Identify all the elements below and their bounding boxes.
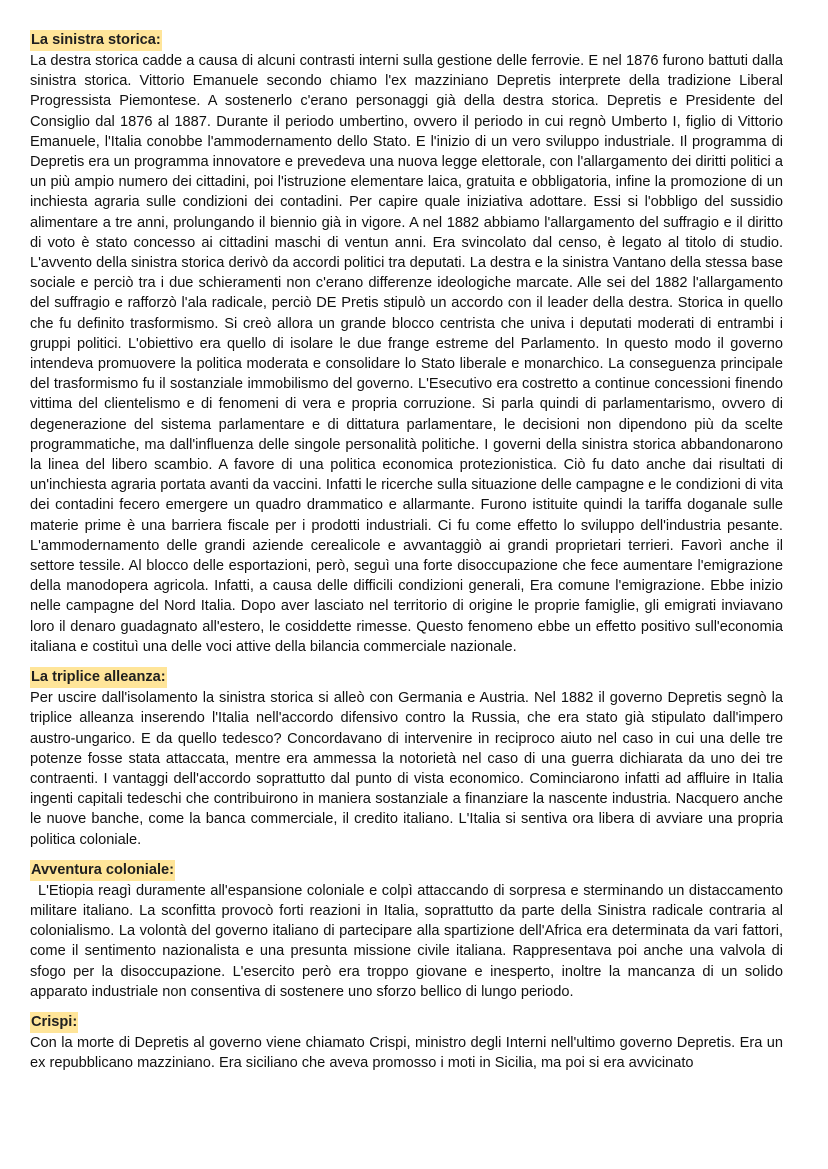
section-heading: La sinistra storica: [30, 30, 162, 51]
section-crispi [30, 1002, 783, 1073]
section-sinistra-storica [30, 26, 783, 657]
section-heading: Avventura coloniale: [30, 860, 175, 881]
section-triplice-alleanza [30, 657, 783, 850]
section-paragraph: Con la morte di Depretis al governo viene chiamato Crispi, ministro degli Interni nell'ultimo governo Depretis. Era un ex repubblicano mazziniano. Era siciliano che aveva promosso i moti in Sicilia, ma poi si era avvicinato [30, 1034, 783, 1072]
section-avventura-coloniale [30, 850, 783, 1002]
section-paragraph: L'Etiopia reagì duramente all'espansione coloniale e colpì attaccando di sorpresa e sterminando un distaccamento militare italiano. La sconfitta provocò forti reazioni in Italia, soprattutto da parte della Sinistra radicale contraria al colonialismo. La volontà del governo italiano di partecipare alla spartizione dell'Africa era determinata da vari fattori, come il sentimento nazionalista e una presunta missione civile italiana. Rappresentava poi anche una valvola di sfogo per la disoccupazione. L'esercito però era troppo giovane e inesperto, inoltre la mancanza di un solido apparato industriale non consentiva di sostenere uno sforzo bellico di lungo periodo. [30, 882, 783, 1000]
section-heading: Crispi: [30, 1012, 78, 1033]
section-heading: La triplice alleanza: [30, 667, 167, 688]
section-paragraph: La destra storica cadde a causa di alcuni contrasti interni sulla gestione delle ferrovie. E nel 1876 furono battuti dalla sinistra storica. Vittorio Emanuele secondo chiamo l'ex mazziniano Depretis interprete della tradizione Liberal Progressista Piemontese. A sostenerlo c'erano personaggi già della destra storica. Depretis e Presidente del Consiglio dal 1876 al 1887. Durante il periodo umbertino, ovvero il periodo in cui regnò Umberto I, figlio di Vittorio Emanuele, l'Italia conobbe l'ammodernamento dello Stato. E l'inizio di un vero sviluppo industriale. Il programma di Depretis era un programma innovatore e prevedeva una nuova legge elettorale, con l'allargamento dei diritti politici a un più ampio numero dei cittadini, poi l'istruzione elementare laica, gratuita e obbligatoria, infine la promozione di un inchiesta agraria sulle condizioni dei contadini. Per capire quale iniziativa adottare. Essi si l'obbligo del sussidio alimentare a tre anni, prolungando il biennio già in vigore. A nel 1882 abbiamo l'allargamento del suffragio e il diritto di voto è stato concesso ai cittadini maschi di ventun anni. Era svincolato dal censo, è legato al titolo di studio. L'avvento della sinistra storica derivò da accordi politici tra deputati. La destra e la sinistra Vantano della stessa base sociale e perciò tra i due schieramenti non c'erano differenze ideologiche marcate. Alle sei del 1882 l'allargamento del suffragio e rafforzò l'ala radicale, perciò DE Pretis stipulò un accordo con il leader della destra. Storica in quello che fu definito trasformismo. Si creò allora un grande blocco centrista che univa i deputati moderati di entrambi i gruppi politici. L'obiettivo era quello di isolare le due frange estreme del Parlamento. In questo modo il governo intendeva promuovere la politica moderata e consolidare lo Stato liberale e monarchico. La conseguenza principale del trasformismo fu il sostanziale immobilismo del governo. L'Esecutivo era costretto a continue concessioni finendo vittima del clientelismo e di fenomeni di vera e propria corruzione. Si parla quindi di parlamentarismo, ovvero di degenerazione del sistema parlamentare e di dittatura parlamentare, le decisioni non dipendono più da scelte programmatiche, ma dall'influenza delle singole personalità politiche. I governi della sinistra storica abbandonarono la linea del libero scambio. A favore di una politica economica protezionistica. Ciò fu dato anche dai risultati di un'inchiesta agraria portata avanti da vaccini. Infatti le ricerche sulla situazione delle campagne e le condizioni di vita dei contadini fecero emergere un quadro drammatico e allarmante. Furono istituite quindi la tariffa doganale sulle materie prime è una barriera fiscale per i prodotti industriali. Ci fu come effetto lo sviluppo dell'industria pesante. L'ammodernamento delle grandi aziende cerealicole e avvantaggiò ai grandi proprietari terrieri. Favorì anche il settore tessile. Al blocco delle esportazioni, però, seguì una forte disoccupazione che fece aumentare l'emigrazione della manodopera agricola. Infatti, a causa delle difficili condizioni generali, Era comune l'emigrazione. Ebbe inizio nelle campagne del Nord Italia. Dopo aver lasciato nel territorio di origine le proprie famiglie, gli emigrati inviavano loro il denaro guadagnato all'estero, le cosiddette rimesse. Questo fenomeno ebbe un effetto positivo sull'economia italiana e costituì una delle voci attive della bilancia commerciale nazionale. [30, 53, 783, 655]
section-paragraph: Per uscire dall'isolamento la sinistra storica si alleò con Germania e Austria. Nel 1882 il governo Depretis segnò la triplice alleanza inserendo l'Italia nell'accordo difensivo contro la Russia, che era stato già stipulato dall'impero austro-ungarico. E da quello tedesco? Concordavano di intervenire in reciproco aiuto nel caso in cui una delle tre potenze fosse stata attaccata, mentre era ammessa la notorietà nel caso di una guerra dichiarata da uno dei tre contraenti. I vantaggi dell'accordo soprattutto dal punto di vista economico. Cominciarono infatti ad affluire in Italia ingenti capitali tedeschi che contribuirono in maniera sostanziale a finanziare la nascente industria. Nacquero anche le nuove banche, come la banca commerciale, il credito italiano. L'Italia si sentiva ora libera di avviare una propria politica coloniale. [30, 690, 783, 848]
